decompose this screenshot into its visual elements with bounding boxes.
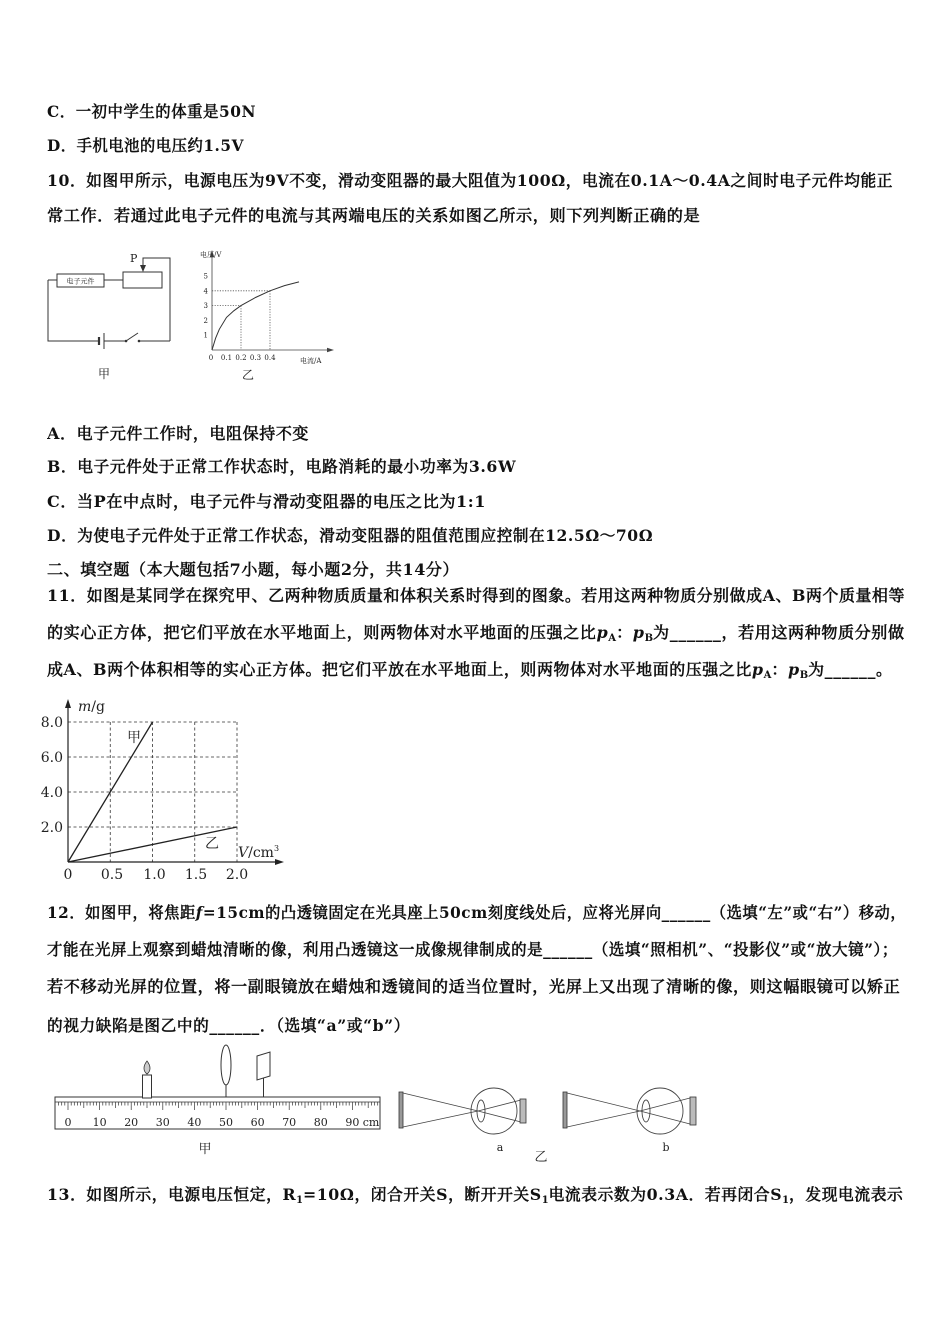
- y-axis-unit: /g: [91, 699, 105, 715]
- slider-wire: [143, 258, 170, 341]
- ruler-unit: cm: [362, 1116, 380, 1129]
- subscript: 1: [296, 1195, 303, 1206]
- ruler-label: 60: [250, 1116, 265, 1129]
- q10-option-a-text: A．电子元件工作时，电阻保持不变: [47, 424, 310, 443]
- iv-graph: [200, 250, 334, 382]
- q11-stem-line-3: [47, 659, 917, 681]
- light-ray: [403, 1093, 478, 1111]
- eye-b-object-bar: [563, 1092, 567, 1128]
- ruler-label: 10: [92, 1116, 107, 1129]
- ruler-label: 40: [187, 1116, 202, 1129]
- q12-stem-line-1: [47, 902, 917, 924]
- x-tick-label: 1.5: [184, 867, 208, 883]
- eye-diagram-a: [399, 1088, 526, 1154]
- prev-option-c: [47, 101, 917, 123]
- q11-stem-line-2-text: [47, 622, 905, 644]
- x-tick-label: 0.5: [100, 867, 124, 883]
- q13-stem-line-1: [47, 1184, 917, 1206]
- light-screen: [257, 1052, 270, 1080]
- x-tick-label: 0.1: [220, 354, 233, 362]
- pressure-symbol: p: [596, 623, 609, 642]
- ruler-label: 80: [313, 1116, 328, 1129]
- text-segment: 成A、B两个体积相等的实心正方体。把它们平放在水平地面上，则两物体对水平地面的压强之比: [47, 660, 752, 679]
- eye-diagram-b: [563, 1088, 696, 1154]
- y-tick-label: 2.0: [40, 820, 63, 836]
- ruler-label: 90: [345, 1116, 360, 1129]
- q10-figures: [0, 240, 360, 390]
- eye-a-image: [520, 1099, 526, 1123]
- figure-yi-caption: 乙: [241, 368, 255, 382]
- eye-a-label: a: [496, 1141, 504, 1154]
- text-segment: 为______。: [808, 660, 893, 679]
- convex-lens: [221, 1045, 231, 1085]
- subscript: A: [763, 670, 772, 681]
- q11-stem-line-1-text: 11．如图是某同学在探究甲、乙两种物质质量和体积关系时得到的图象。若用这两种物质分别做成A、B两个质量相等: [47, 586, 905, 605]
- q10-option-c: [47, 491, 917, 513]
- ruler-ticks: [59, 1102, 378, 1110]
- rheostat: [123, 272, 162, 288]
- eye-lens: [642, 1100, 650, 1122]
- electronic-component-label: 电子元件: [66, 277, 95, 286]
- x-tick-label: 0.2: [235, 354, 247, 362]
- pressure-symbol: p: [787, 660, 800, 679]
- y-axis-label: [78, 699, 105, 715]
- y-tick-label: 8.0: [40, 715, 63, 731]
- candle-body: [143, 1075, 152, 1098]
- wire: [48, 280, 99, 341]
- ruler-label: 50: [219, 1116, 233, 1129]
- ruler-label: 70: [282, 1116, 297, 1129]
- ruler-label: 0: [64, 1116, 72, 1129]
- q12-stem-line-2-text: 才能在光屏上观察到蜡烛清晰的像，利用凸透镜这一成像规律制成的是______（选填“照相机”、“投影仪”或“放大镜”）；: [47, 940, 898, 959]
- section-2-title: [47, 559, 917, 581]
- q10-option-d-text: D．为使电子元件处于正常工作状态，滑动变阻器的阻值范围应控制在12.5Ω～70Ω: [47, 526, 654, 545]
- q12-stem-line-4: [47, 1015, 917, 1037]
- q11-stem-line-1: [47, 585, 917, 607]
- q12-stem-line-3-text: 若不移动光屏的位置，将一副眼镜放在蜡烛和透镜间的适当位置时，光屏上又出现了清晰的像，则这幅眼镜可以矫正: [47, 977, 901, 996]
- q10-stem-line-1-text: 10．如图甲所示，电源电压为9V不变，滑动变阻器的最大阻值为100Ω，电流在0.1A～0.4A之间时电子元件均能正: [47, 171, 894, 190]
- ruler-label: 30: [155, 1116, 170, 1129]
- x-axis-unit: /cm: [248, 845, 274, 861]
- prev-option-d-text: D．手机电池的电压约1.5V: [47, 136, 245, 155]
- text-segment: =15cm的凸透镜固定在光具座上50cm刻度线处后，应将光屏向______（选填“左”或“右”）移动，: [202, 903, 907, 922]
- guide-lines: [212, 291, 270, 350]
- optics-figures: [0, 1035, 740, 1170]
- figure-jia-caption: 甲: [97, 367, 111, 381]
- pressure-symbol: p: [751, 660, 764, 679]
- series-label-yi: 乙: [205, 836, 219, 852]
- q10-option-c-text: C．当P在中点时，电子元件与滑动变阻器的电压之比为1:1: [47, 492, 487, 511]
- x-axis-symbol: V: [238, 845, 249, 861]
- ruler-label: 20: [124, 1116, 139, 1129]
- iv-curve: [212, 282, 299, 350]
- x-axis-arrow-icon: [275, 859, 284, 865]
- q10-option-d: [47, 525, 917, 547]
- q12-stem-line-1-text: [47, 902, 906, 924]
- q10-option-a: [47, 423, 917, 445]
- x-tick-label: 0: [208, 354, 214, 362]
- y-axis-label: 电压/V: [200, 251, 222, 259]
- switch-contact: [138, 340, 141, 343]
- text-segment: 电流表示数为0.3A．若再闭合S: [548, 1185, 783, 1204]
- light-ray: [567, 1093, 640, 1111]
- q13-stem-line-1-text: [47, 1184, 903, 1206]
- q11-stem-line-2: [47, 622, 917, 644]
- figure-jia-caption: 甲: [198, 1142, 212, 1157]
- slider-p-label: P: [130, 252, 138, 265]
- y-tick-label: 1: [203, 331, 208, 340]
- prev-option-c-text: C．一初中学生的体重是50N: [47, 102, 257, 121]
- eyeball: [637, 1088, 683, 1134]
- text-segment: 12．如图甲，将焦距: [47, 903, 196, 922]
- q12-stem-line-4-text: 的视力缺陷是图乙中的______．（选填“a”或“b”）: [47, 1016, 411, 1035]
- pressure-symbol: p: [632, 623, 645, 642]
- x-tick-label: 0.4: [264, 354, 276, 362]
- y-axis-arrow-icon: [65, 699, 71, 708]
- slider-arrow-icon: [140, 265, 146, 272]
- light-ray: [403, 1111, 478, 1127]
- q10-stem-line-2: [47, 205, 917, 227]
- subscript: 1: [541, 1195, 549, 1206]
- q10-stem-line-1: [47, 170, 917, 192]
- x-tick-label: 2.0: [225, 867, 249, 883]
- eye-b-label: b: [662, 1141, 670, 1154]
- q12-stem-line-3: [47, 976, 917, 998]
- optical-bench: [55, 1045, 380, 1157]
- text-segment: ：: [616, 623, 633, 642]
- y-axis-symbol: m: [78, 699, 92, 715]
- x-axis-unit-exponent: 3: [273, 844, 280, 853]
- q10-option-b: [47, 456, 917, 478]
- eye-b-image: [690, 1097, 696, 1125]
- prev-option-d: [47, 135, 917, 157]
- figure-yi-caption: 乙: [534, 1150, 548, 1165]
- candle-flame-icon: [144, 1061, 150, 1074]
- switch-blade: [126, 333, 138, 341]
- section-2-title-text: 二、填空题（本大题包括7小题，每小题2分，共14分）: [47, 560, 460, 579]
- origin-label: 0: [63, 867, 73, 883]
- light-ray: [567, 1111, 640, 1127]
- circuit-diagram: [48, 252, 170, 381]
- subscript: 1: [782, 1195, 790, 1206]
- y-tick-label: 4.0: [40, 785, 63, 801]
- text-segment: ，发现电流表示: [789, 1185, 904, 1204]
- series-label-jia: 甲: [127, 730, 141, 746]
- y-tick-label: 5: [203, 272, 208, 281]
- text-segment: 13．如图所示，电源电压恒定，R: [47, 1185, 297, 1204]
- subscript: A: [608, 633, 617, 644]
- x-axis-arrow-icon: [327, 348, 334, 352]
- text-segment: ：: [771, 660, 788, 679]
- q12-stem-line-2: [47, 939, 917, 961]
- q11-stem-line-3-text: [47, 659, 893, 681]
- text-segment: =10Ω，闭合开关S，断开开关S: [302, 1185, 542, 1204]
- x-axis-label: 电流/A: [300, 357, 322, 365]
- subscript: B: [644, 633, 654, 644]
- focal-length-symbol: f: [195, 903, 203, 922]
- y-tick-label: 6.0: [40, 750, 63, 766]
- y-tick-label: 4: [203, 287, 208, 296]
- y-tick-label: 2: [203, 316, 208, 325]
- x-tick-label: 1.0: [143, 867, 166, 883]
- q10-option-b-text: B．电子元件处于正常工作状态时，电路消耗的最小功率为3.6W: [47, 457, 517, 476]
- subscript: B: [799, 670, 809, 681]
- x-axis-label: [238, 844, 279, 861]
- eye-a-object-bar: [399, 1092, 403, 1128]
- x-tick-label: 0.3: [249, 354, 262, 362]
- mass-volume-graph: [0, 690, 320, 890]
- q10-stem-line-2-text: 常工作．若通过此电子元件的电流与其两端电压的关系如图乙所示，则下列判断正确的是: [47, 206, 701, 225]
- text-segment: 的实心正方体，把它们平放在水平地面上，则两物体对水平地面的压强之比: [47, 623, 597, 642]
- text-segment: 为______，若用这两种物质分别做: [653, 623, 905, 642]
- y-tick-label: 3: [203, 302, 208, 311]
